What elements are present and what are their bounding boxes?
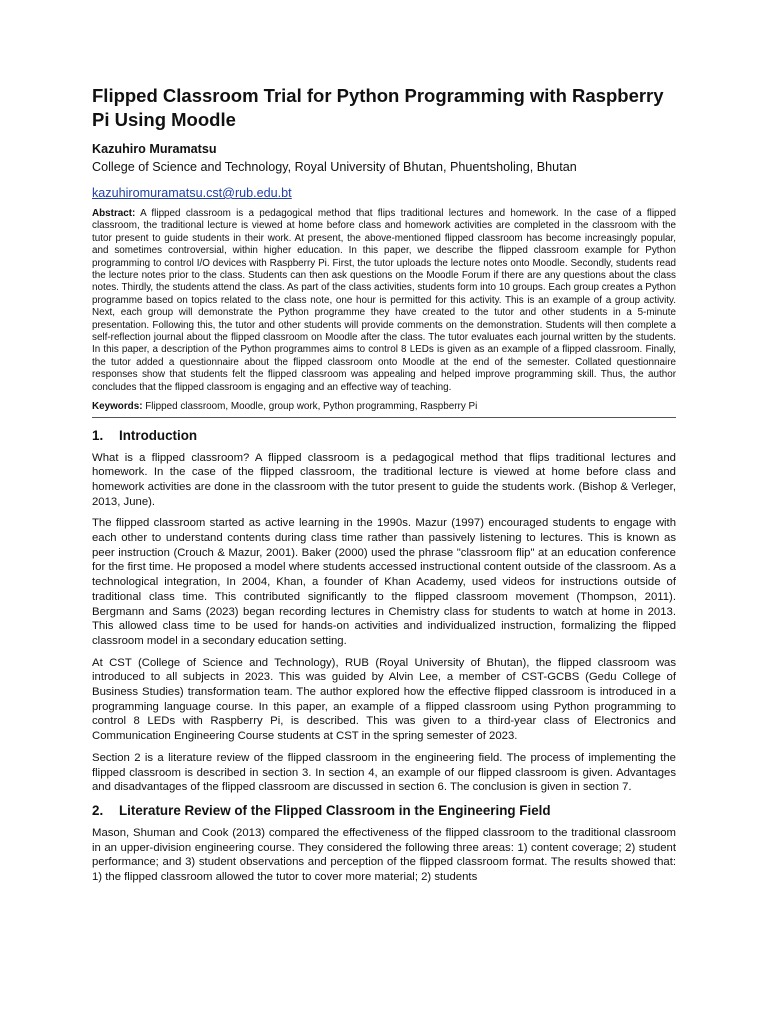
paragraph: At CST (College of Science and Technology), RUB (Royal University of Bhutan), the flipped classroom was introduced to all subjects in 2023. This was guided by Alvin Lee, a member of CST-GCBS (Gedu College of Business Studies) transformation team. The author explored how the effective flipped classroom is introduced in a programming language course. In this paper, an example of a flipped classroom using Python programming to control 8 LEDs with Raspberry Pi, is described. This was given to a third-year class of Electronics and Communication Engineering Course students at CST in the spring semester of 2023. (92, 656, 676, 743)
author-name: Kazuhiro Muramatsu (92, 142, 217, 156)
paragraph: What is a flipped classroom? A flipped classroom is a pedagogical method that flips traditional lectures and homework. In the case of the flipped classroom, the traditional lecture is viewed at home before class and homework activities are done in the classroom with the tutor present to guide the students work. (Bishop & Verleger, 2013, June). (92, 451, 676, 508)
paragraph: The flipped classroom started as active learning in the 1990s. Mazur (1997) encouraged students to engage with each other to understand contents during class time rather than passively listening to lectures. This is known as peer instruction (Crouch & Mazur, 2001). Baker (2000) used the phrase "classroom flip" at an education conference for the first time. He proposed a model where students accessed instructional content outside of the classroom. As a technological integration, In 2004, Khan, a founder of Khan Academy, used videos for instructions outside of traditional class time. This contributed significantly to the flipped classroom movement (Thompson, 2011). Bergmann and Sams (2023) began recording lectures in Chemistry class for students to watch at home in 2013. This allowed class time to be used for hands-on activities and individualized instruction, formalizing the flipped classroom model in a secondary education setting. (92, 517, 676, 647)
author-email-line (92, 184, 676, 202)
author-email-link[interactable]: kazuhiromuramatsu.cst@rub.edu.bt (92, 186, 292, 200)
keywords-text: Flipped classroom, Moodle, group work, Python programming, Raspberry Pi (145, 401, 478, 413)
paragraph: Section 2 is a literature review of the flipped classroom in the engineering field. The process of implementing the flipped classroom is described in section 3. In section 4, an example of our flipped classroom is given. Advantages and disadvantages of the flipped classroom are discussed in section 6. The conclusion is given in section 7. (92, 751, 676, 794)
abstract (92, 208, 676, 394)
abstract-label: Abstract: (92, 208, 136, 219)
section-title: Introduction (119, 427, 198, 443)
keywords (92, 401, 676, 413)
section-heading-literature-review (92, 802, 676, 819)
abstract-text: A flipped classroom is a pedagogical method that flips traditional lectures and homework. In the case of a flipped classroom, the traditional lecture is viewed at home before class and homework activities are completed in the classroom with the tutor present to guide students in their work. At present, the above-mentioned flipped classroom has become increasingly popular, and sometimes controversial, within higher education. In this paper, we describe the flipped classroom example for Python programming to control I/O devices with Raspberry Pi. First, the tutor uploads the lecture notes onto Moodle. Secondly, students read the lecture notes prior to the class. Students can then ask questions on the Moodle Forum if there are any questions about the class notes. Thirdly, the students attend the class. As part of the class activities, students form into 10 groups. Each group creates a Python programme based on topics related to the class note, one hour is permitted for this activity. This is an example of a group activity. Next, each group will demonstrate the Python programme they have created to the tutor and other students in a 5-minute presentation. Following this, the tutor and other students will provide comments on the demonstration. Students will then complete a self-reflection journal about the flipped classroom on Moodle after the class. The tutor evaluates each journal written by the students. In this paper, a description of the Python programmes aims to control 8 LEDs is given as an example of a flipped classroom. Finally, the tutor added a questionnaire about the flipped classroom onto Moodle at the end of the semester. Collated questionnaire responses show that students felt the flipped classroom was appealing and helped improve programming skill. Thus, the author concludes that the flipped classroom is engaging and an effective way of teaching. (92, 208, 676, 393)
author-affiliation: College of Science and Technology, Royal University of Bhutan, Phuentsholing, Bhutan (92, 160, 577, 174)
paragraph: Mason, Shuman and Cook (2013) compared the effectiveness of the flipped classroom to the traditional classroom in an upper-division engineering course. They considered the following three areas: 1) content coverage; 2) student performance; and 3) student observations and perception of the flipped classroom format. The results showed that: 1) the flipped classroom allowed the tutor to cover more material; 2) students (92, 826, 676, 884)
divider (92, 417, 676, 418)
paper-title: Flipped Classroom Trial for Python Programming with Raspberry Pi Using Moodle (92, 85, 664, 130)
section-number: 2. (92, 802, 104, 818)
section-number: 1. (92, 427, 104, 443)
section-title: Literature Review of the Flipped Classroom in the Engineering Field (119, 802, 551, 818)
keywords-label: Keywords: (92, 401, 143, 413)
section-heading-introduction (92, 427, 676, 444)
